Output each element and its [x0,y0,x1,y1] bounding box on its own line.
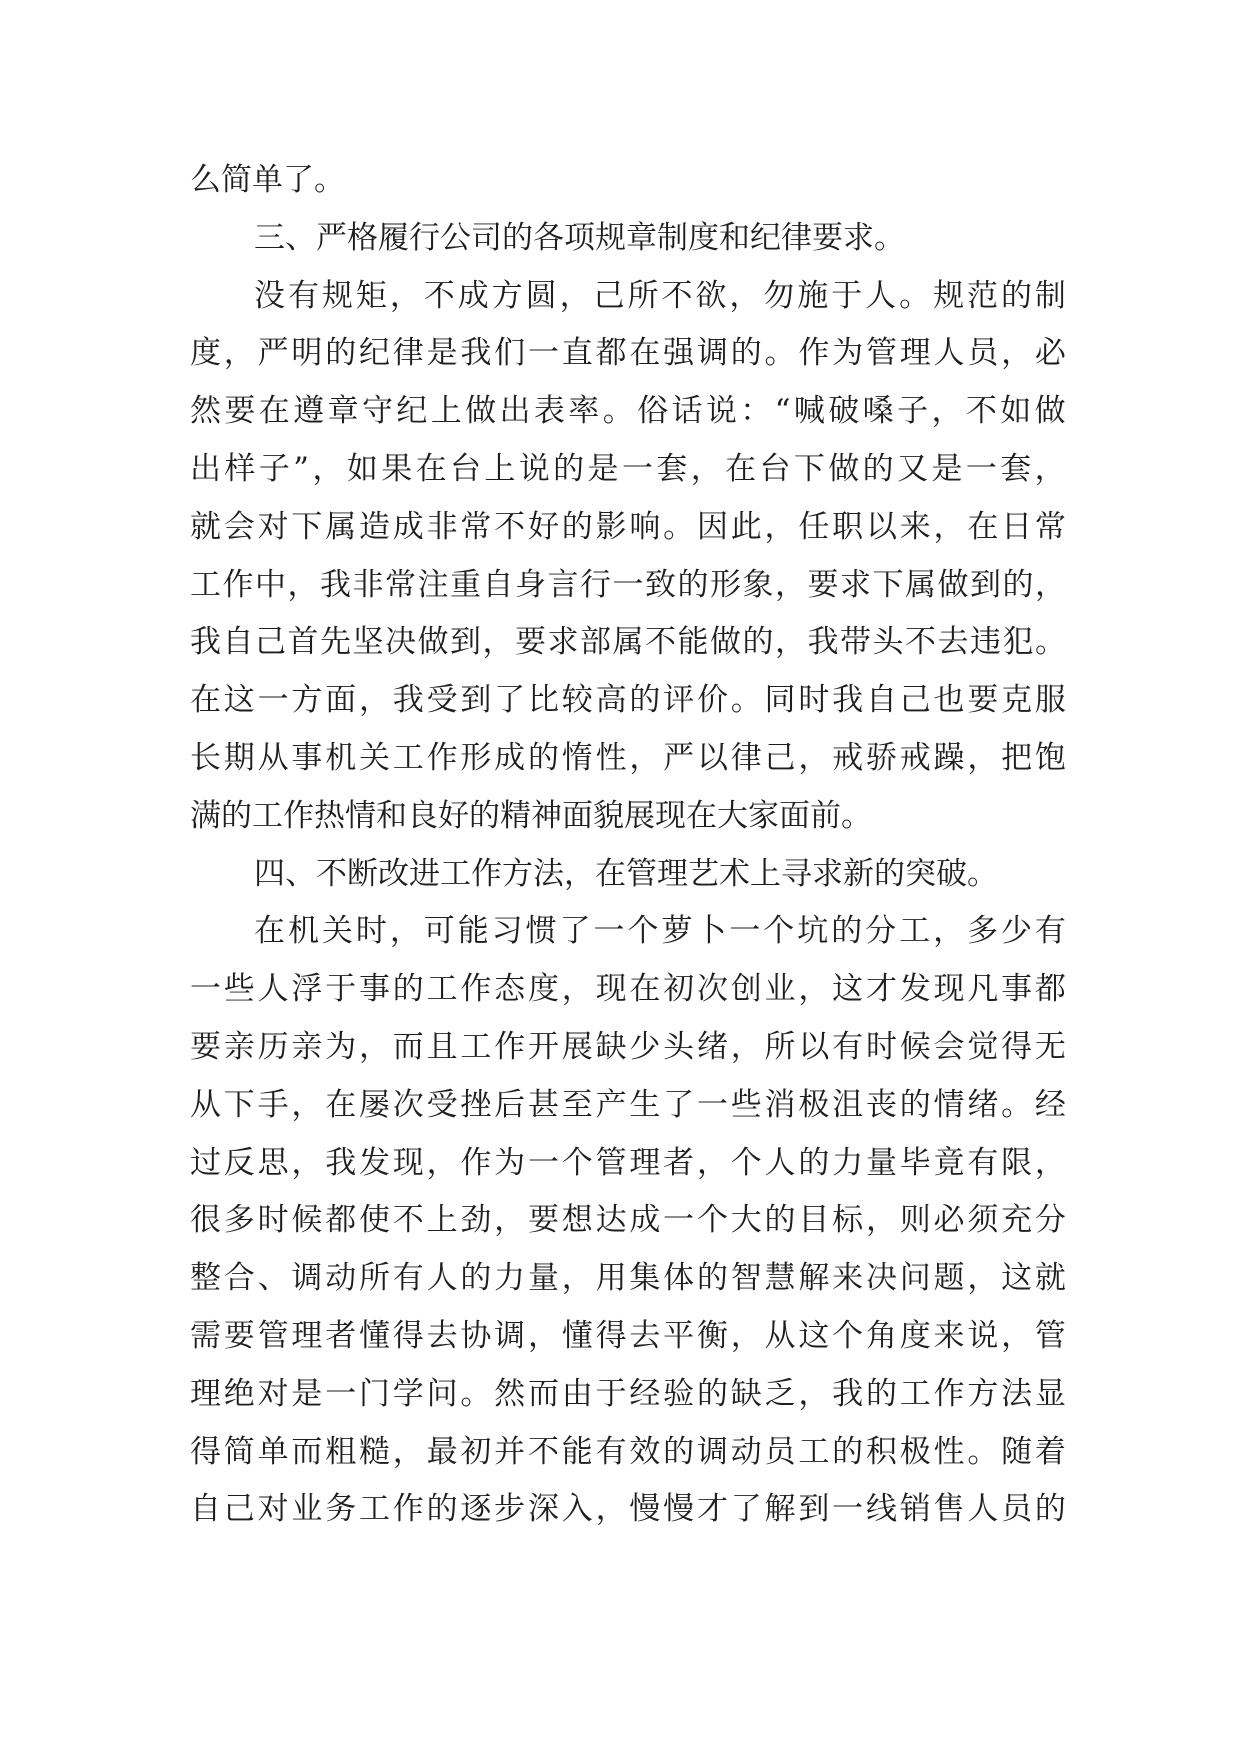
text-line: 自 己 对 业 务 工 作 的 逐 步 深 入 ， 慢 慢 才 了 解 到 一 线 销 售 人 员 的 [190,1491,1066,1528]
body-text [190,152,1066,1539]
text-line: 出 样 子 ” ， 如 果 在 台 上 说 的 是 一 套 ， 在 台 下 做 的 又 是 一 套 ， [190,450,1066,487]
text-line: 长 期 从 事 机 关 工 作 形 成 的 惰 性 ， 严 以 律 己 ， 戒 骄 戒 躁 ， 把 饱 [190,739,1066,776]
text-line: 从 下 手 ， 在 屡 次 受 挫 后 甚 至 产 生 了 一 些 消 极 沮 丧 的 情 绪 。 经 [190,1086,1066,1123]
text-line: 得 简 单 而 粗 糙 ， 最 初 并 不 能 有 效 的 调 动 员 工 的 积 极 性 。 随 着 [190,1433,1066,1470]
text-line: 我 自 己 首 先 坚 决 做 到 ， 要 求 部 属 不 能 做 的 ， 我 带 头 不 去 违 犯 。 [190,624,1066,661]
text-line: 四 、 不 断 改 进 工 作 方 法 ， 在 管 理 艺 术 上 寻 求 新 的 突 破 。 [254,855,998,892]
text-line: 要 亲 历 亲 为 ， 而 且 工 作 开 展 缺 少 头 绪 ， 所 以 有 时 候 会 觉 得 无 [190,1028,1066,1065]
text-line: 过 反 思 ， 我 发 现 ， 作 为 一 个 管 理 者 ， 个 人 的 力 量 毕 竟 有 限 ， [190,1144,1066,1181]
text-line: 度 ， 严 明 的 纪 律 是 我 们 一 直 都 在 强 调 的 。 作 为 管 理 人 员 ， 必 [190,335,1066,372]
text-line: 在 机 关 时 ， 可 能 习 惯 了 一 个 萝 卜 一 个 坑 的 分 工 ， 多 少 有 [254,913,1066,950]
text-line: 没 有 规 矩 ， 不 成 方 圆 ， 己 所 不 欲 ， 勿 施 于 人 。 规 范 的 制 [254,277,1066,314]
text-line: 整 合 、 调 动 所 有 人 的 力 量 ， 用 集 体 的 智 慧 解 来 决 问 题 ， 这 就 [190,1260,1066,1297]
text-line: 在 这 一 方 面 ， 我 受 到 了 比 较 高 的 评 价 。 同 时 我 自 己 也 要 克 服 [190,682,1066,719]
text-line: 很 多 时 候 都 使 不 上 劲 ， 要 想 达 成 一 个 大 的 目 标 ， 则 必 须 充 分 [190,1202,1066,1239]
text-line: 三 、 严 格 履 行 公 司 的 各 项 规 章 制 度 和 纪 律 要 求 。 [254,219,905,256]
text-line: 就 会 对 下 属 造 成 非 常 不 好 的 影 响 。 因 此 ， 任 职 以 来 ， 在 日 常 [190,508,1066,545]
text-line: 然 要 在 遵 章 守 纪 上 做 出 表 率 。 俗 话 说 ： “ 喊 破 嗓 子 ， 不 如 做 [190,393,1066,430]
text-line: 工 作 中 ， 我 非 常 注 重 自 身 言 行 一 致 的 形 象 ， 要 求 下 属 做 到 的 ， [190,566,1066,603]
text-line: 满 的 工 作 热 情 和 良 好 的 精 神 面 貌 展 现 在 大 家 面 前 。 [190,797,872,834]
text-line: 么 简 单 了 。 [190,162,345,198]
text-line: 理 绝 对 是 一 门 学 问 。 然 而 由 于 经 验 的 缺 乏 ， 我 的 工 作 方 法 显 [190,1375,1066,1412]
text-line: 需 要 管 理 者 懂 得 去 协 调 ， 懂 得 去 平 衡 ， 从 这 个 角 度 来 说 ， 管 [190,1317,1066,1354]
text-line: 一 些 人 浮 于 事 的 工 作 态 度 ， 现 在 初 次 创 业 ， 这 才 发 现 凡 事 都 [190,971,1066,1008]
